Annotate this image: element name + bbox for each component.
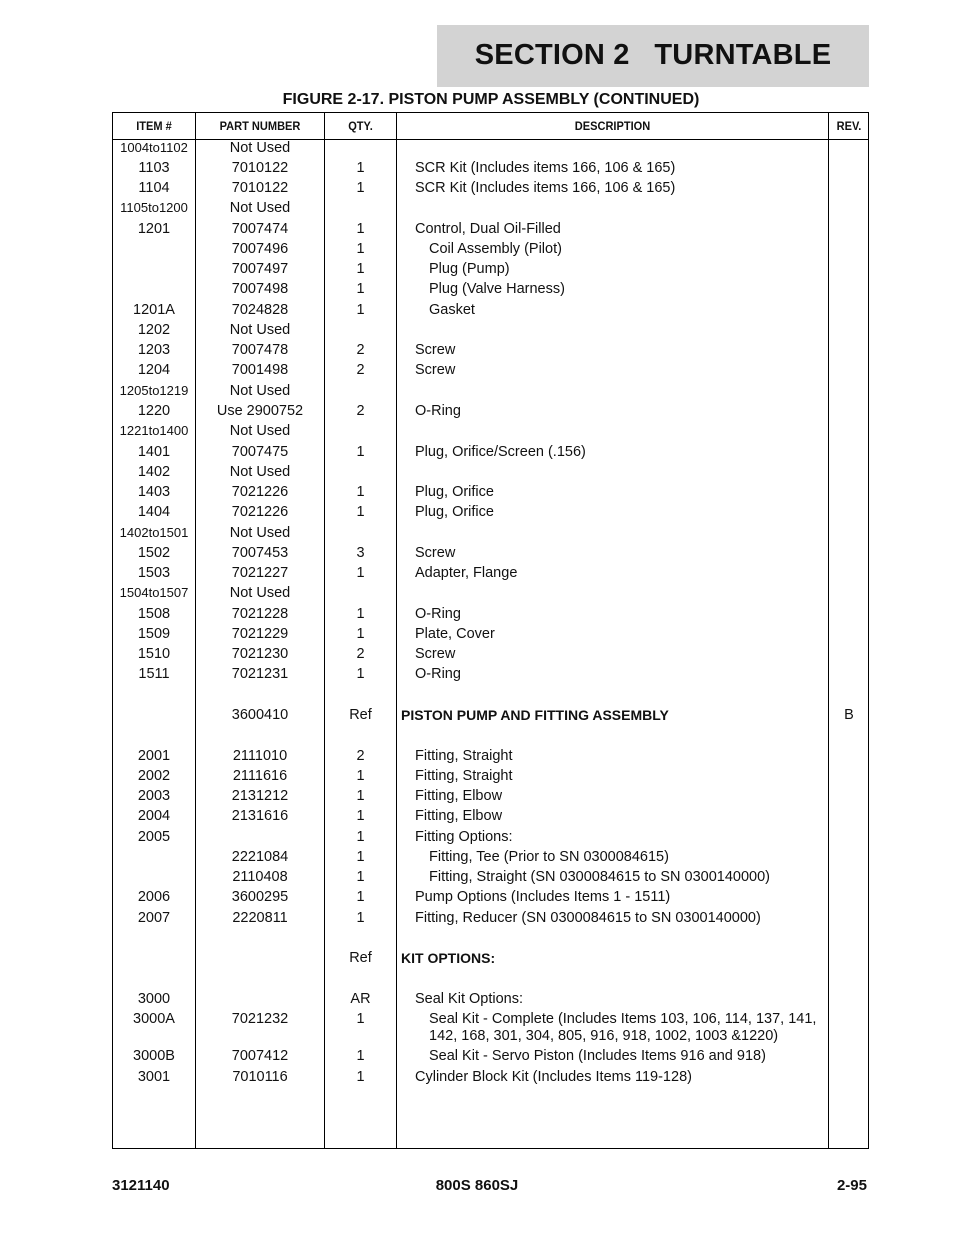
- description-cell: SCR Kit (Includes items 166, 106 & 165): [415, 160, 676, 176]
- table-row: [113, 1011, 868, 1044]
- item-number-cell: 1511: [138, 666, 170, 682]
- description-cell-continuation: 142, 168, 301, 304, 805, 916, 918, 1002, 1003 &1220): [429, 1028, 779, 1044]
- description-cell: Plug, Orifice/Screen (.156): [415, 444, 586, 460]
- table-row: [113, 302, 868, 322]
- description-cell: Fitting, Straight: [415, 748, 513, 764]
- table-row: [113, 545, 868, 565]
- table-row: [113, 808, 868, 828]
- quantity-cell: 1: [356, 666, 365, 682]
- quantity-cell: 1: [356, 606, 365, 622]
- part-number-cell: 7007412: [231, 1048, 289, 1064]
- quantity-cell: 1: [356, 1048, 365, 1064]
- column-header-part-number: PART NUMBER: [219, 119, 301, 133]
- table-row: [113, 1069, 868, 1089]
- description-cell: O-Ring: [415, 606, 461, 622]
- table-row: [113, 950, 868, 970]
- description-cell: Plug (Valve Harness): [429, 281, 565, 297]
- description-cell: Fitting, Straight (SN 0300084615 to SN 0300140000): [429, 869, 770, 885]
- part-number-cell: 7007478: [231, 342, 289, 358]
- item-number-cell: 2004: [137, 808, 171, 824]
- part-number-cell: 7021226: [231, 484, 289, 500]
- quantity-cell: 1: [356, 565, 365, 581]
- description-cell: O-Ring: [415, 403, 461, 419]
- description-cell: Gasket: [429, 302, 475, 318]
- table-row: [113, 606, 868, 626]
- item-number-cell: 1004to1102: [120, 140, 188, 155]
- description-cell: Adapter, Flange: [415, 565, 518, 581]
- part-number-cell: 7007496: [231, 241, 289, 257]
- part-number-cell: Not Used: [229, 140, 291, 156]
- table-row: [113, 180, 868, 200]
- item-number-cell: 1508: [137, 606, 171, 622]
- description-cell: Fitting, Elbow: [415, 808, 503, 824]
- quantity-cell: 2: [356, 646, 365, 662]
- quantity-cell: Ref: [349, 950, 372, 966]
- description-cell: O-Ring: [415, 666, 461, 682]
- quantity-cell: Ref: [349, 707, 372, 723]
- table-row: [113, 342, 868, 362]
- table-row: [113, 200, 868, 220]
- item-number-cell: 1201: [137, 221, 171, 237]
- part-number-cell: 7010122: [231, 180, 289, 196]
- quantity-cell: 1: [356, 484, 365, 500]
- item-number-cell: 1203: [137, 342, 171, 358]
- quantity-cell: 1: [356, 788, 365, 804]
- part-number-cell: 2131616: [231, 808, 289, 824]
- item-number-cell: 1204: [137, 362, 171, 378]
- table-row: [113, 646, 868, 666]
- column-header-description: DESCRIPTION: [574, 119, 651, 133]
- column-header-qty: QTY.: [348, 119, 373, 133]
- table-row: [113, 768, 868, 788]
- quantity-cell: 1: [356, 910, 365, 926]
- item-number-cell: 1202: [137, 322, 171, 338]
- quantity-cell: 1: [356, 829, 365, 845]
- quantity-cell: 1: [356, 160, 365, 176]
- quantity-cell: 1: [356, 768, 365, 784]
- item-number-cell: 1104: [138, 180, 170, 196]
- table-row: [113, 241, 868, 261]
- table-row: [113, 261, 868, 281]
- description-cell: Fitting, Straight: [415, 768, 513, 784]
- part-number-cell: 2131212: [231, 788, 289, 804]
- quantity-cell: 1: [356, 261, 365, 277]
- column-header-rev: REV.: [836, 119, 862, 133]
- description-cell: PISTON PUMP AND FITTING ASSEMBLY: [401, 707, 669, 723]
- part-number-cell: 7001498: [231, 362, 289, 378]
- part-number-cell: 7021232: [231, 1011, 289, 1027]
- quantity-cell: 1: [356, 808, 365, 824]
- description-cell: Coil Assembly (Pilot): [429, 241, 562, 257]
- table-row: [113, 565, 868, 585]
- description-cell: Screw: [415, 342, 456, 358]
- quantity-cell: 1: [356, 889, 365, 905]
- item-number-cell: 2001: [137, 748, 171, 764]
- revision-cell: B: [844, 707, 854, 723]
- quantity-cell: 1: [356, 444, 365, 460]
- item-number-cell: 1220: [137, 403, 171, 419]
- quantity-cell: 1: [356, 504, 365, 520]
- item-number-cell: 1221to1400: [119, 423, 189, 438]
- quantity-cell: 1: [356, 1011, 365, 1027]
- table-row: [113, 484, 868, 504]
- quantity-cell: 2: [356, 342, 365, 358]
- part-number-cell: Not Used: [229, 383, 291, 399]
- description-cell: Seal Kit - Complete (Includes Items 103, 106, 114, 137, 141,: [429, 1011, 817, 1027]
- description-cell: Seal Kit - Servo Piston (Includes Items 916 and 918): [429, 1048, 766, 1064]
- item-number-cell: 1403: [137, 484, 171, 500]
- table-row: [113, 849, 868, 869]
- quantity-cell: 2: [356, 748, 365, 764]
- item-number-cell: 2005: [137, 829, 171, 845]
- quantity-cell: 3: [356, 545, 365, 561]
- table-row: [113, 160, 868, 180]
- part-number-cell: 7007475: [231, 444, 289, 460]
- description-cell: Plug, Orifice: [415, 504, 494, 520]
- part-number-cell: Not Used: [229, 423, 291, 439]
- item-number-cell: 3001: [137, 1069, 171, 1085]
- description-cell: Seal Kit Options:: [415, 991, 523, 1007]
- part-number-cell: 7021230: [231, 646, 289, 662]
- item-number-cell: 1503: [137, 565, 171, 581]
- table-row: [113, 748, 868, 768]
- table-row: [113, 525, 868, 545]
- part-number-cell: 2111616: [232, 768, 288, 784]
- description-cell: KIT OPTIONS:: [401, 950, 496, 966]
- table-row: [113, 626, 868, 646]
- quantity-cell: 2: [356, 403, 365, 419]
- part-number-cell: 7007497: [231, 261, 289, 277]
- part-number-cell: Use 2900752: [216, 403, 304, 419]
- quantity-cell: 1: [356, 241, 365, 257]
- description-cell: Screw: [415, 646, 456, 662]
- description-cell: Screw: [415, 362, 456, 378]
- quantity-cell: 1: [356, 869, 365, 885]
- item-number-cell: 2006: [137, 889, 171, 905]
- table-row: [113, 444, 868, 464]
- part-number-cell: 7007453: [231, 545, 289, 561]
- table-row: [113, 889, 868, 909]
- part-number-cell: Not Used: [229, 322, 291, 338]
- description-cell: Fitting, Reducer (SN 0300084615 to SN 0300140000): [415, 910, 761, 926]
- part-number-cell: Not Used: [229, 464, 291, 480]
- description-cell: Fitting, Tee (Prior to SN 0300084615): [429, 849, 669, 865]
- description-cell: Control, Dual Oil-Filled: [415, 221, 561, 237]
- part-number-cell: 7024828: [231, 302, 289, 318]
- item-number-cell: 2007: [137, 910, 171, 926]
- section-title: SECTION 2 TURNTABLE: [474, 39, 832, 71]
- quantity-cell: 1: [356, 302, 365, 318]
- table-row: [113, 140, 868, 160]
- part-number-cell: 2110408: [232, 869, 288, 885]
- table-row: [113, 464, 868, 484]
- part-number-cell: 7010122: [231, 160, 289, 176]
- description-cell: Plate, Cover: [415, 626, 495, 642]
- item-number-cell: 2002: [137, 768, 171, 784]
- table-row: [113, 1048, 868, 1068]
- item-number-cell: 1402to1501: [119, 525, 189, 540]
- part-number-cell: Not Used: [229, 200, 291, 216]
- table-row: [113, 829, 868, 849]
- part-number-cell: 7021226: [231, 504, 289, 520]
- item-number-cell: 1103: [138, 160, 170, 176]
- description-cell: Pump Options (Includes Items 1 - 1511): [415, 889, 671, 905]
- part-number-cell: 3600295: [231, 889, 289, 905]
- description-cell: Plug, Orifice: [415, 484, 494, 500]
- item-number-cell: 1502: [137, 545, 171, 561]
- table-row: [113, 869, 868, 889]
- quantity-cell: 1: [356, 626, 365, 642]
- item-number-cell: 3000B: [133, 1048, 175, 1064]
- quantity-cell: 2: [356, 362, 365, 378]
- description-cell: SCR Kit (Includes items 166, 106 & 165): [415, 180, 676, 196]
- quantity-cell: AR: [350, 991, 371, 1007]
- part-number-cell: 7007498: [231, 281, 289, 297]
- part-number-cell: 7007474: [231, 221, 289, 237]
- table-row: [113, 423, 868, 443]
- quantity-cell: 1: [356, 1069, 365, 1085]
- table-row: [113, 403, 868, 423]
- part-number-cell: Not Used: [229, 525, 291, 541]
- part-number-cell: 7021231: [231, 666, 289, 682]
- item-number-cell: 1201A: [133, 302, 175, 318]
- description-cell: Plug (Pump): [429, 261, 510, 277]
- table-row: [113, 281, 868, 301]
- item-number-cell: 2003: [137, 788, 171, 804]
- item-number-cell: 1509: [137, 626, 171, 642]
- table-row: [113, 707, 868, 727]
- part-number-cell: 7021229: [231, 626, 289, 642]
- table-row: [113, 666, 868, 686]
- part-number-cell: 2111010: [232, 748, 288, 764]
- footer-model: 800S 860SJ: [435, 1177, 519, 1194]
- table-row: [113, 322, 868, 342]
- table-row: [113, 362, 868, 382]
- figure-title: FIGURE 2-17. PISTON PUMP ASSEMBLY (CONTINUED): [282, 91, 700, 108]
- parts-table: [112, 112, 869, 1149]
- footer-manual-number: 3121140: [112, 1177, 170, 1194]
- part-number-cell: 7021228: [231, 606, 289, 622]
- table-row: [113, 221, 868, 241]
- table-row: [113, 788, 868, 808]
- part-number-cell: 2221084: [231, 849, 289, 865]
- item-number-cell: 3000: [137, 991, 171, 1007]
- part-number-cell: Not Used: [229, 585, 291, 601]
- section-header-box: [437, 25, 869, 87]
- table-row: [113, 504, 868, 524]
- part-number-cell: 7021227: [231, 565, 289, 581]
- part-number-cell: 3600410: [231, 707, 289, 723]
- footer-page-number: 2-95: [836, 1177, 867, 1194]
- table-row: [113, 383, 868, 403]
- item-number-cell: 3000A: [133, 1011, 175, 1027]
- quantity-cell: 1: [356, 849, 365, 865]
- item-number-cell: 1504to1507: [119, 585, 189, 600]
- part-number-cell: 2220811: [232, 910, 288, 926]
- table-row: [113, 910, 868, 930]
- description-cell: Cylinder Block Kit (Includes Items 119-128): [415, 1069, 692, 1085]
- description-cell: Fitting Options:: [415, 829, 513, 845]
- quantity-cell: 1: [356, 221, 365, 237]
- item-number-cell: 1404: [137, 504, 171, 520]
- quantity-cell: 1: [356, 281, 365, 297]
- quantity-cell: 1: [356, 180, 365, 196]
- part-number-cell: 7010116: [232, 1069, 288, 1085]
- item-number-cell: 1401: [137, 444, 171, 460]
- column-header-item: ITEM #: [136, 119, 172, 133]
- table-row: [113, 991, 868, 1011]
- item-number-cell: 1510: [137, 646, 171, 662]
- item-number-cell: 1105to1200: [120, 200, 188, 215]
- description-cell: Fitting, Elbow: [415, 788, 503, 804]
- table-row: [113, 585, 868, 605]
- description-cell: Screw: [415, 545, 456, 561]
- item-number-cell: 1205to1219: [119, 383, 189, 398]
- item-number-cell: 1402: [137, 464, 171, 480]
